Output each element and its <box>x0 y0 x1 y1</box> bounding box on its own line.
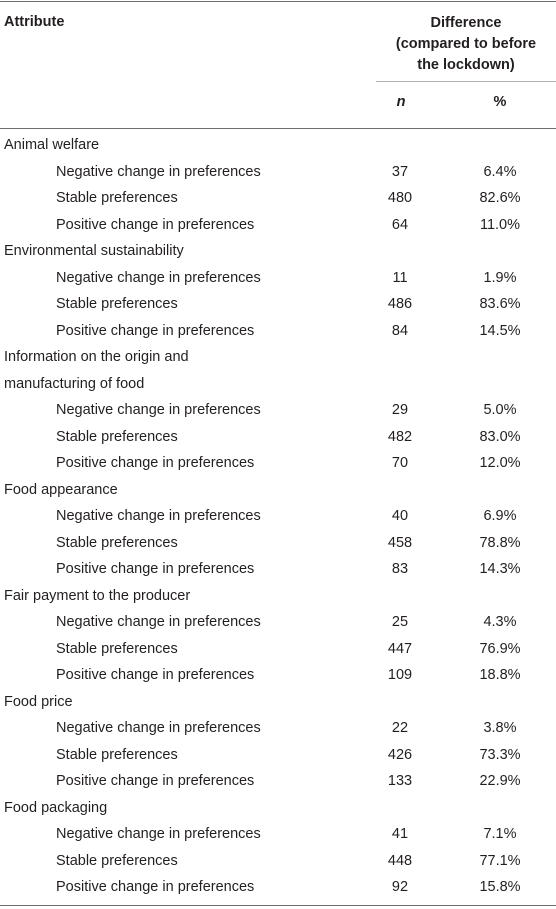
row-n-value: 447 <box>387 641 413 657</box>
row-percent-value: 15.8% <box>479 879 521 895</box>
group-title: Fair payment to the producer <box>4 588 191 604</box>
row-n-value: 458 <box>387 535 413 551</box>
row-label: Positive change in preferences <box>56 879 255 895</box>
row-n-value: 486 <box>387 296 413 312</box>
header-n: n <box>396 94 406 110</box>
row-n-value: 83 <box>391 561 409 577</box>
group-title: Food price <box>4 694 73 710</box>
row-percent-value: 76.9% <box>479 641 521 657</box>
row-n-value: 64 <box>391 217 409 233</box>
table-top-rule <box>0 1 556 2</box>
row-percent-value: 7.1% <box>483 826 517 842</box>
header-difference-line1: Difference <box>430 15 502 31</box>
row-percent-value: 6.4% <box>483 164 517 180</box>
row-percent-value: 6.9% <box>483 508 517 524</box>
row-n-value: 25 <box>391 614 409 630</box>
row-label: Positive change in preferences <box>56 217 255 233</box>
row-label: Positive change in preferences <box>56 561 255 577</box>
header-attribute: Attribute <box>4 14 65 30</box>
row-label: Negative change in preferences <box>56 270 261 286</box>
row-n-value: 40 <box>391 508 409 524</box>
row-n-value: 29 <box>391 402 409 418</box>
header-bottom-rule <box>0 128 556 129</box>
row-label: Negative change in preferences <box>56 508 261 524</box>
row-percent-value: 73.3% <box>479 747 521 763</box>
row-label: Stable preferences <box>56 296 178 312</box>
row-label: Stable preferences <box>56 853 178 869</box>
row-label: Positive change in preferences <box>56 323 255 339</box>
header-difference-line3: the lockdown) <box>417 57 515 73</box>
row-n-value: 448 <box>387 853 413 869</box>
row-label: Positive change in preferences <box>56 773 255 789</box>
row-percent-value: 83.0% <box>479 429 521 445</box>
row-n-value: 11 <box>392 270 408 286</box>
row-n-value: 70 <box>391 455 409 471</box>
row-label: Stable preferences <box>56 190 178 206</box>
group-title: Information on the origin and <box>4 349 189 365</box>
header-difference-line2: (compared to before <box>395 36 537 52</box>
row-label: Negative change in preferences <box>56 164 261 180</box>
row-label: Stable preferences <box>56 641 178 657</box>
row-n-value: 92 <box>391 879 409 895</box>
group-title: Animal welfare <box>4 137 100 153</box>
row-label: Positive change in preferences <box>56 667 255 683</box>
row-percent-value: 14.3% <box>479 561 521 577</box>
row-label: Stable preferences <box>56 429 178 445</box>
row-n-value: 426 <box>387 747 413 763</box>
row-n-value: 482 <box>387 429 413 445</box>
row-label: Stable preferences <box>56 535 178 551</box>
row-label: Negative change in preferences <box>56 720 261 736</box>
row-n-value: 133 <box>387 773 413 789</box>
row-percent-value: 82.6% <box>479 190 521 206</box>
group-title: Environmental sustainability <box>4 243 184 259</box>
row-n-value: 109 <box>387 667 413 683</box>
row-n-value: 84 <box>391 323 409 339</box>
row-percent-value: 18.8% <box>479 667 521 683</box>
row-percent-value: 11.0% <box>479 217 521 233</box>
header-percent: % <box>493 94 507 110</box>
row-n-value: 480 <box>387 190 413 206</box>
row-n-value: 37 <box>391 164 409 180</box>
row-percent-value: 4.3% <box>483 614 517 630</box>
header-sub-rule <box>376 81 556 82</box>
group-title: manufacturing of food <box>4 376 145 392</box>
row-percent-value: 5.0% <box>483 402 517 418</box>
row-percent-value: 77.1% <box>479 853 521 869</box>
row-percent-value: 1.9% <box>483 270 517 286</box>
row-label: Stable preferences <box>56 747 178 763</box>
row-percent-value: 12.0% <box>479 455 521 471</box>
group-title: Food packaging <box>4 800 108 816</box>
row-percent-value: 78.8% <box>479 535 521 551</box>
group-title: Food appearance <box>4 482 118 498</box>
table-bottom-rule <box>0 905 556 906</box>
row-label: Positive change in preferences <box>56 455 255 471</box>
row-percent-value: 83.6% <box>479 296 521 312</box>
row-label: Negative change in preferences <box>56 614 261 630</box>
row-label: Negative change in preferences <box>56 826 261 842</box>
row-n-value: 22 <box>391 720 409 736</box>
row-percent-value: 3.8% <box>483 720 517 736</box>
row-percent-value: 22.9% <box>479 773 521 789</box>
row-label: Negative change in preferences <box>56 402 261 418</box>
header-difference <box>376 13 556 76</box>
row-percent-value: 14.5% <box>479 323 521 339</box>
row-n-value: 41 <box>391 826 409 842</box>
